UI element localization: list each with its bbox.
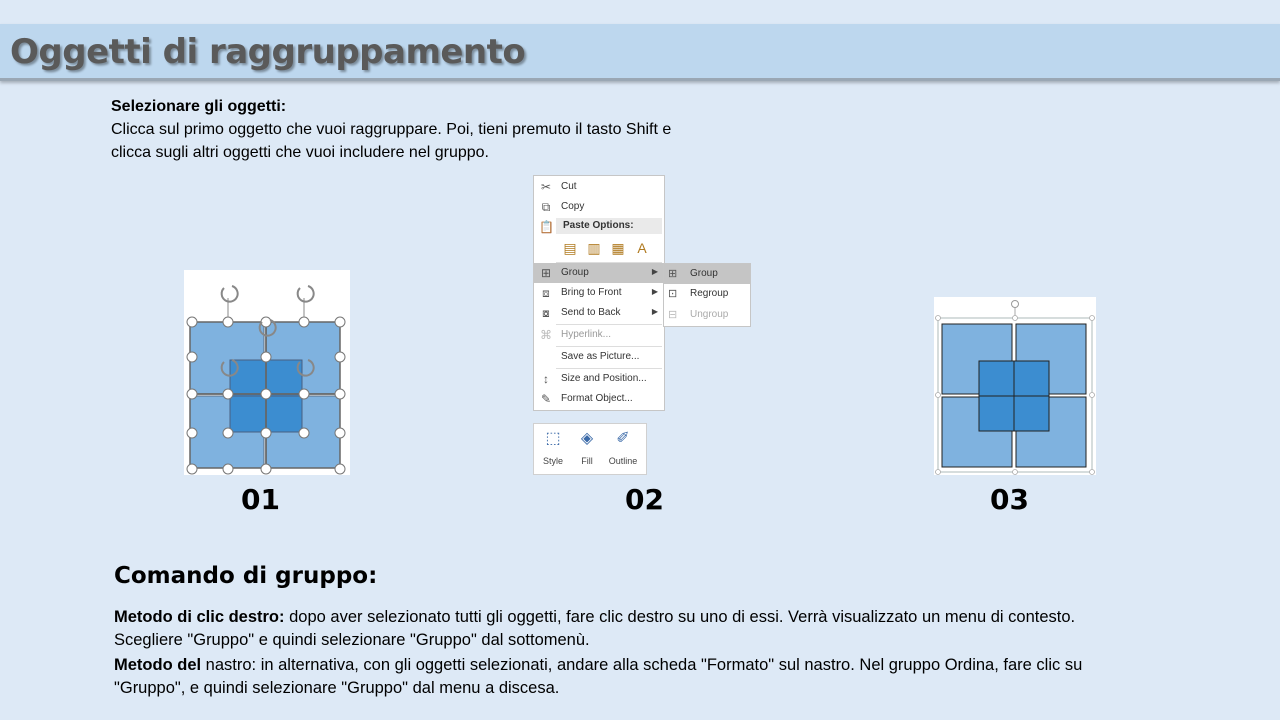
ribbon-fill-button[interactable]: [570, 428, 604, 466]
ribbon-style-button[interactable]: [536, 428, 570, 466]
menu-item-label: Copy: [561, 201, 585, 212]
paragraph-right-click-text: dopo aver selezionato tutti gli oggetti, fare clic destro su uno di essi. Verrà visualizzato un menu di contesto. Scegliere "Gruppo" e quindi selezionare "Gruppo" dal sottomenù.: [114, 608, 1076, 649]
grouped-shapes-illustration: [934, 297, 1096, 475]
slide-title: Oggetti di raggruppamento: [10, 32, 526, 72]
submenu-arrow-icon: ▶: [651, 307, 658, 316]
submenu-item-label: Group: [690, 268, 718, 279]
step-label-02: 02: [625, 483, 664, 516]
menu-item-save-as-picture[interactable]: [534, 347, 664, 367]
menu-item-label: Save as Picture...: [561, 351, 640, 362]
paste-options-icons: [560, 238, 660, 260]
group-icon: ⊞: [540, 266, 552, 280]
intro-block: [111, 95, 751, 164]
regroup-icon: ⊡: [668, 288, 678, 300]
submenu-item-label: Ungroup: [690, 309, 729, 320]
title-bar: [0, 24, 1280, 81]
ribbon-outline-button[interactable]: [606, 428, 640, 466]
submenu-arrow-icon: ▶: [651, 267, 658, 276]
paste-picture-icon[interactable]: ▦: [611, 240, 625, 256]
group-submenu: [663, 263, 751, 327]
submenu-item-regroup[interactable]: [664, 284, 750, 304]
menu-item-label: Cut: [561, 181, 577, 192]
step-label-01: 01: [241, 483, 280, 516]
paragraph-ribbon-text: nastro: in alternativa, con gli oggetti selezionati, andare alla scheda "Formato" sul nastro. Nel gruppo Ordina, fare clic su "Gruppo", e quindi selezionare "Gruppo" dal menu a discesa.: [114, 656, 1083, 697]
menu-item-cut[interactable]: [534, 177, 664, 197]
ribbon-label: Outline: [608, 456, 638, 466]
submenu-item-ungroup[interactable]: [664, 305, 750, 325]
figure-selected-shapes: [184, 270, 350, 475]
menu-item-group[interactable]: [534, 263, 664, 283]
format-ribbon: [533, 423, 647, 475]
fill-bucket-icon: ◈: [580, 430, 594, 447]
menu-item-hyperlink[interactable]: [534, 325, 664, 345]
section-heading: Comando di gruppo:: [114, 563, 378, 589]
menu-item-size-and-position[interactable]: [534, 369, 664, 389]
outline-pen-icon: ✐: [616, 430, 630, 447]
selected-shapes-illustration: [184, 270, 350, 475]
menu-item-label: Group: [561, 267, 589, 278]
paragraph-right-click-label: Metodo di clic destro:: [114, 608, 285, 626]
menu-item-label: Hyperlink...: [561, 329, 612, 340]
group-icon: ⊞: [668, 268, 678, 280]
intro-line-1: Clicca sul primo oggetto che vuoi raggruppare. Poi, tieni premuto il tasto Shift e: [111, 121, 672, 138]
menu-item-label: Bring to Front: [561, 287, 622, 298]
menu-item-label: Size and Position...: [561, 373, 647, 384]
style-icon: ⬚: [545, 430, 561, 447]
submenu-item-group[interactable]: [664, 264, 750, 284]
step-label-03: 03: [990, 483, 1029, 516]
ribbon-label: Fill: [581, 456, 593, 466]
scissors-icon: ✂: [540, 180, 552, 194]
paragraph-right-click: [114, 606, 1114, 652]
intro-line-2: clicca sugli altri oggetti che vuoi includere nel gruppo.: [111, 144, 489, 161]
menu-item-copy[interactable]: [534, 197, 664, 217]
paste-icon: 📋: [539, 220, 554, 234]
paste-options-label: Paste Options:: [563, 220, 634, 231]
hyperlink-icon: ⌘: [540, 328, 552, 342]
submenu-item-label: Regroup: [690, 288, 729, 299]
menu-item-format-object[interactable]: [534, 389, 664, 409]
paragraph-ribbon-label: Metodo del: [114, 656, 202, 674]
bring-front-icon: ⧈: [542, 286, 550, 300]
paragraph-ribbon: [114, 654, 1114, 700]
intro-heading: Selezionare gli oggetti:: [111, 98, 287, 115]
menu-item-label: Send to Back: [561, 307, 621, 318]
menu-item-send-to-back[interactable]: [534, 303, 664, 323]
paste-keep-source-icon[interactable]: ▤: [563, 240, 577, 256]
menu-item-label: Format Object...: [561, 393, 633, 404]
paste-options-header: [556, 218, 662, 234]
size-position-icon: ↕: [543, 372, 549, 386]
copy-icon: ⧉: [541, 200, 551, 214]
send-back-icon: ⧇: [542, 306, 550, 320]
ungroup-icon: ⊟: [668, 309, 678, 321]
ribbon-label: Style: [542, 456, 563, 466]
paste-text-only-icon[interactable]: A: [637, 240, 647, 256]
menu-item-bring-to-front[interactable]: [534, 283, 664, 303]
context-menu: [533, 175, 665, 411]
figure-grouped-shapes: [934, 297, 1096, 475]
submenu-arrow-icon: ▶: [651, 287, 658, 296]
format-object-icon: ✎: [540, 392, 552, 406]
paste-destination-icon[interactable]: ▥: [587, 240, 601, 256]
